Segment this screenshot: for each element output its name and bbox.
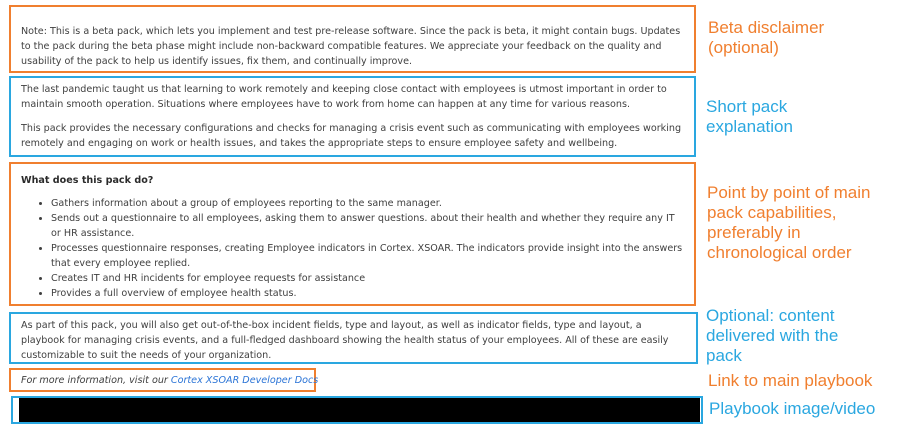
- explanation-paragraph-1: The last pandemic taught us that learning to work remotely and keeping close contact with employees is utmost important in order to maintain smooth operation. Situations where employees have to work from home can happen at any time for various reasons.: [21, 84, 667, 110]
- content-delivered-box: [9, 312, 698, 364]
- beta-disclaimer-annotation: Beta disclaimer (optional): [708, 18, 825, 57]
- capability-item: • Sends out a questionnaire to all employees, asking them to answer questions. about their health and whether they require any IT or HR assistance.: [51, 211, 686, 241]
- capability-item: • Creates IT and HR incidents for employee requests for assistance: [51, 271, 686, 286]
- capability-item: • Provides a full overview of employee health status.: [51, 286, 686, 301]
- content-delivered-annotation: Optional: content delivered with the pack: [706, 306, 839, 365]
- content-delivered-text: As part of this pack, you will also get out-of-the-box incident fields, type and layout, as well as indicator fields, type and layout, a playbook for managing crisis events, and a full-fledged dashboard showing the health status of your employees. All of these are easily customizable to suit the needs of your organization.: [21, 320, 669, 361]
- capability-item: • Gathers information about a group of employees reporting to the same manager.: [51, 196, 686, 211]
- pack-explanation-box: [9, 76, 696, 157]
- capabilities-box: [9, 162, 696, 306]
- docs-link-annotation: Link to main playbook: [708, 371, 873, 390]
- playbook-media-placeholder[interactable]: [19, 398, 700, 422]
- pack-explanation-annotation: Short pack explanation: [706, 97, 793, 136]
- capabilities-annotation: Point by point of main pack capabilities, preferably in chronological order: [707, 183, 871, 262]
- docs-link-prefix: For more information, visit our: [21, 375, 171, 386]
- beta-disclaimer-box: [9, 5, 696, 73]
- beta-disclaimer-text: Note: This is a beta pack, which lets you implement and test pre-release software. Since the pack is beta, it might contain bugs. Updates to the pack during the beta phase might include non-backward compatible features. We appreciate your feedback on the quality and usability of the pack to help us identify issues, fix them, and continually improve.: [21, 26, 681, 67]
- capabilities-heading: What does this pack do?: [21, 175, 154, 186]
- playbook-media-annotation: Playbook image/video: [709, 399, 876, 418]
- capability-item: • Processes questionnaire responses, creating Employee indicators in Cortex. XSOAR. The indicators provide insight into the answers that every employee replied.: [51, 241, 686, 271]
- docs-link[interactable]: Cortex XSOAR Developer Docs: [170, 375, 319, 386]
- explanation-paragraph-2: This pack provides the necessary configurations and checks for managing a crisis event such as communicating with employees working remotely and engaging on work or health issues, and takes the appropriate steps to ensure employee safety and wellbeing.: [21, 123, 682, 149]
- capabilities-list: [21, 196, 686, 301]
- docs-link-box: [9, 368, 319, 392]
